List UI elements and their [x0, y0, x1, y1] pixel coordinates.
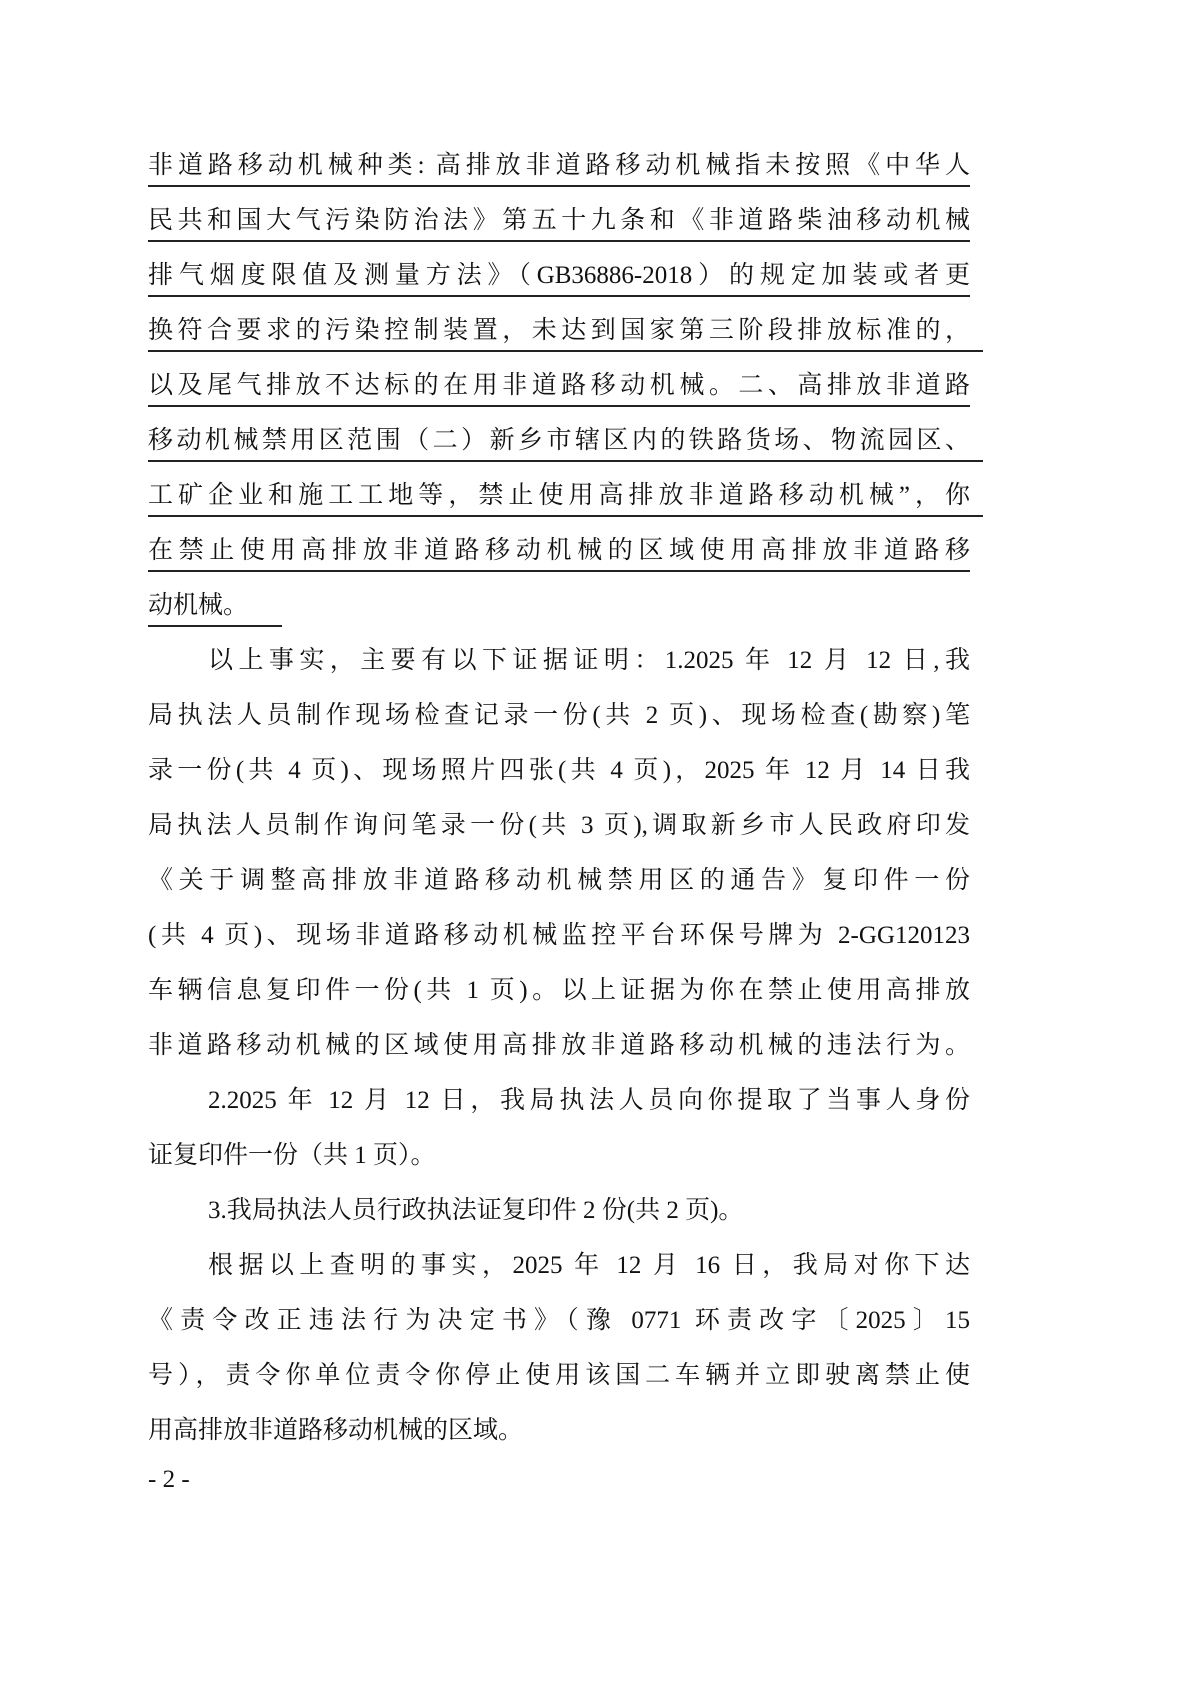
- text-line: 用高排放非道路移动机械的区域。: [148, 1417, 524, 1444]
- text-line: 《关于调整高排放非道路移动机械禁用区的通告》复印件一份: [148, 867, 970, 894]
- text-line: 以及尾气排放不达标的在用非道路移动机械。二、高排放非道路: [148, 358, 970, 413]
- text-line: 移动机械禁用区范围（二）新乡市辖区内的铁路货场、物流园区、: [148, 413, 970, 468]
- text-line: 动机械。: [148, 578, 970, 633]
- text-line: 局执法人员制作询问笔录一份(共 3 页),调取新乡市人民政府印发: [148, 812, 970, 839]
- text-line: (共 4 页)、现场非道路移动机械监控平台环保号牌为 2-GG120123: [148, 922, 970, 949]
- document-body: [148, 138, 970, 1458]
- text-line: 证复印件一份（共 1 页）。: [148, 1142, 436, 1169]
- text-line: 号），责令你单位责令你停止使用该国二车辆并立即驶离禁止使: [148, 1362, 970, 1389]
- paragraph-start: 2.2025 年 12 月 12 日，我局执法人员向你提取了当事人身份: [208, 1087, 970, 1114]
- paragraph-start: 根据以上查明的事实，2025 年 12 月 16 日，我局对你下达: [208, 1252, 970, 1279]
- paragraph-start: 以上事实，主要有以下证据证明：1.2025 年 12 月 12 日,我: [208, 647, 970, 674]
- text-line: 《责令改正违法行为决定书》（豫 0771 环责改字〔2025〕15: [148, 1307, 970, 1334]
- paragraph-start: 3.我局执法人员行政执法证复印件 2 份(共 2 页)。: [208, 1197, 744, 1224]
- text-line: 工矿企业和施工工地等，禁止使用高排放非道路移动机械”，你: [148, 468, 970, 523]
- text-line: 录一份(共 4 页)、现场照片四张(共 4 页)，2025 年 12 月 14 日我: [148, 757, 970, 784]
- text-line: 换符合要求的污染控制装置，未达到国家第三阶段排放标准的，: [148, 303, 970, 358]
- text-line: 局执法人员制作现场检查记录一份(共 2 页)、现场检查(勘察)笔: [148, 702, 970, 729]
- page-number: - 2 -: [148, 1466, 190, 1493]
- text-line: 排气烟度限值及测量方法》（GB36886-2018）的规定加装或者更: [148, 248, 970, 303]
- text-line: 非道路移动机械的区域使用高排放非道路移动机械的违法行为。: [148, 1032, 970, 1059]
- text-line: 非道路移动机械种类: 高排放非道路移动机械指未按照《中华人: [148, 138, 970, 193]
- text-line: 车辆信息复印件一份(共 1 页)。以上证据为你在禁止使用高排放: [148, 977, 970, 1004]
- text-line: 在禁止使用高排放非道路移动机械的区域使用高排放非道路移: [148, 523, 970, 578]
- text-line: 民共和国大气污染防治法》第五十九条和《非道路柴油移动机械: [148, 193, 970, 248]
